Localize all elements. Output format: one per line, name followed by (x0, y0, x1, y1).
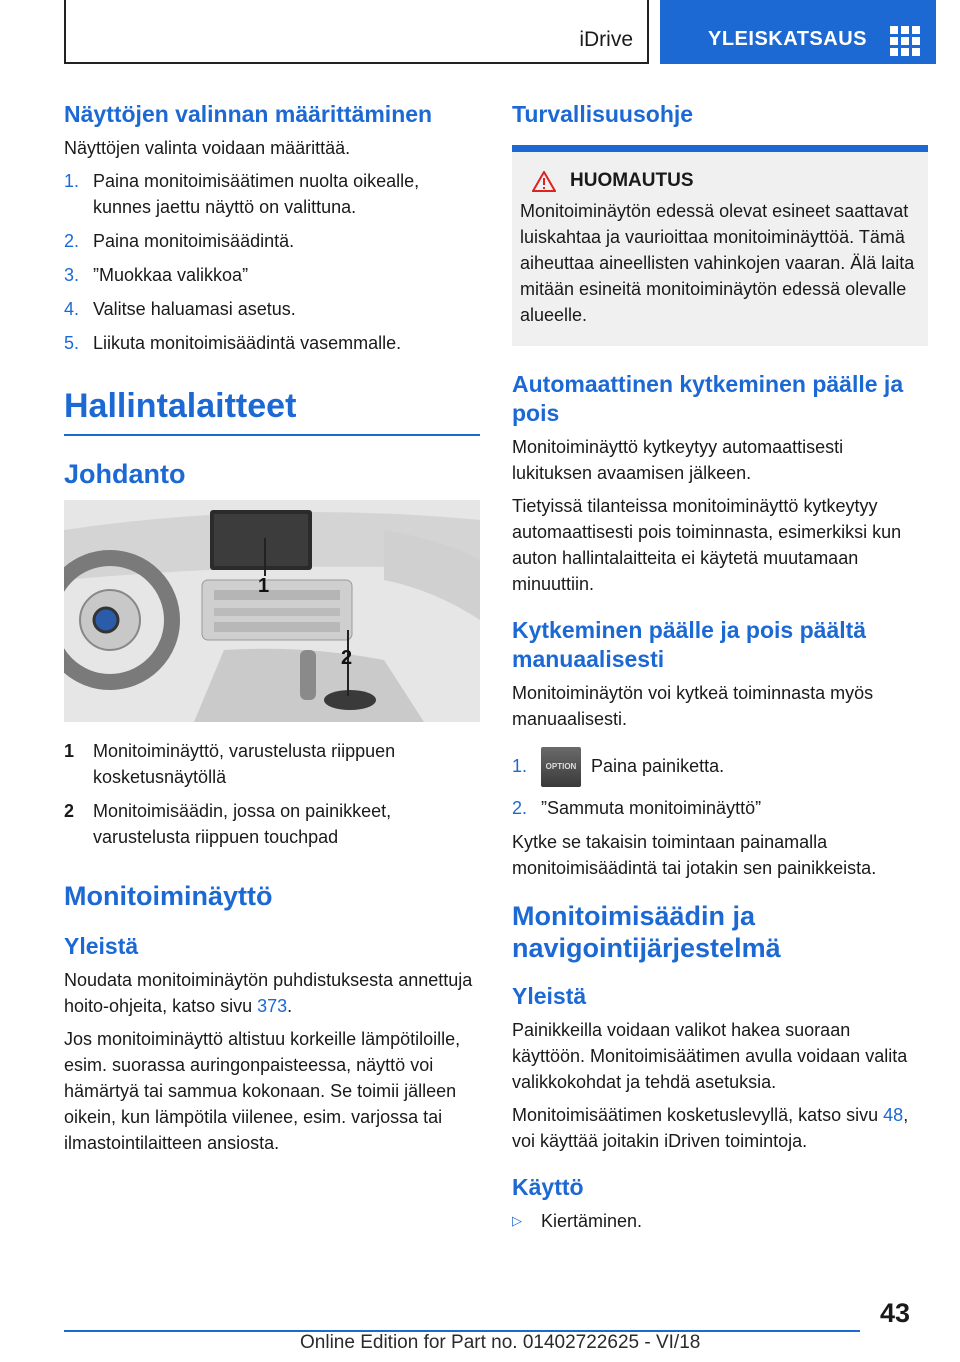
intro-heading: Johdanto (64, 459, 186, 489)
figure-legend (64, 738, 480, 850)
monitor-heading: Monitoiminäyttö (64, 881, 273, 911)
auto-heading: Automaattinen kytkeminen päälle ja pois (512, 371, 904, 426)
manual-heading: Kytkeminen päälle ja pois päältä manuaalisesti (512, 617, 867, 672)
selection-heading: Näyttöjen valinnan määrittäminen (64, 101, 433, 127)
footer-edition: Online Edition for Part no. 01402722625 - VI/18 (300, 1332, 701, 1353)
safety-heading: Turvallisuusohje (512, 101, 694, 127)
callout-1: 1 (258, 575, 270, 597)
list-item: 1. OPTION Paina painiketta. (512, 746, 928, 787)
page-link-48[interactable]: 48 (883, 1105, 904, 1126)
list-item: 2. Paina monitoimisäädintä. (64, 231, 295, 251)
right-column (512, 100, 928, 1242)
dashboard-illustration (64, 500, 480, 722)
nav-general-heading: Yleistä (512, 983, 587, 1010)
option-button-icon: OPTION (541, 747, 581, 787)
notice-title-row (520, 170, 920, 192)
triangle-bullet-icon: ▷ (512, 1213, 522, 1229)
manual-steps (512, 746, 928, 821)
use-heading: Käyttö (512, 1174, 584, 1201)
list-item: 5. Liikuta monitoimisäädintä vasemmalle. (64, 333, 402, 353)
use-list (512, 1208, 928, 1234)
dashboard-figure (64, 500, 480, 722)
notice-text: Monitoiminäytön edessä olevat esineet saattavat luiskahtaa ja vaurioittaa monitoiminäyttöä. Tämä aiheuttaa aineellisten vahinkojen vaaran. Älä laita mitään esineitä monitoiminäytön edessä olevalle alueelle. (520, 201, 915, 325)
left-column (64, 100, 480, 1163)
warning-triangle-icon (532, 171, 556, 192)
notice-box (512, 145, 928, 346)
auto-paragraph-2: Tietyissä tilanteissa monitoiminäyttö kytkeytyy automaattisesti pois toiminnasta, esimerkiksi kun auton hallintalaitteita ei käytetä muutamaan minuuttiin. (512, 496, 902, 594)
selection-steps (64, 168, 480, 356)
grid-menu-icon (890, 26, 920, 56)
header-section-box (64, 0, 649, 64)
manual-paragraph-1: Monitoiminäytön voi kytkeä toiminnasta myös manuaalisesti. (512, 683, 874, 729)
general-heading: Yleistä (64, 933, 139, 959)
controls-title: Hallintalaitteet (64, 386, 480, 436)
header-chapter-tab[interactable] (660, 0, 936, 64)
manual-paragraph-2: Kytke se takaisin toimintaan painamalla monitoimisäädintä tai jotakin sen painikkeista. (512, 832, 877, 879)
notice-title: HUOMAUTUS (570, 170, 694, 191)
list-item: 1. Paina monitoimisäätimen nuolta oikealle, kunnes jaettu näyttö on valittuna. (64, 171, 420, 217)
header-section-title: iDrive (579, 28, 633, 51)
list-item: 1 Monitoiminäyttö, varustelusta riippuen kosketusnäytöllä (64, 741, 396, 787)
nav-paragraph-1: Painikkeilla voidaan valikot hakea suoraan käyttöön. Monitoimisäätimen avulla voidaan valita valikkokohdat ja tehdä asetuksia. (512, 1020, 908, 1093)
list-item: 3. ”Muokkaa valikkoa” (64, 265, 249, 285)
nav-paragraph-2: Monitoimisäätimen kosketuslevyllä, katso sivu 48, voi käyttää joitakin iDriven toimintoja. (512, 1105, 909, 1152)
list-item: 4. Valitse haluamasi asetus. (64, 299, 296, 319)
callout-2: 2 (341, 647, 353, 669)
general-paragraph-2: Jos monitoiminäyttö altistuu korkeille lämpötiloille, esim. suorassa auringonpaisteessa, näyttö voi hämärtyä tai sammua kokonaan. Se toimii jälleen oikein, kun lämpötila viilenee, esim. varjossa tai ilmastointilaitteen ansiosta. (64, 1029, 461, 1153)
list-item: 2 Monitoimisäädin, jossa on painikkeet, varustelusta riippuen touchpad (64, 801, 392, 847)
general-paragraph-1: Noudata monitoiminäytön puhdistuksesta annettuja hoito-ohjeita, katso sivu 373. (64, 970, 473, 1016)
list-item: ▷ Kiertäminen. (512, 1208, 928, 1234)
page-link-373[interactable]: 373 (257, 996, 288, 1016)
selection-intro: Näyttöjen valinta voidaan määrittää. (64, 138, 351, 158)
nav-heading: Monitoimisäädin ja navigointijärjestelmä (512, 901, 781, 964)
header-chapter-label: YLEISKATSAUS (708, 28, 867, 50)
auto-paragraph-1: Monitoiminäyttö kytkeytyy automaattisesti lukituksen avaamisen jälkeen. (512, 437, 844, 483)
list-item: 2. ”Sammuta monitoiminäyttö” (512, 798, 762, 819)
page-number: 43 (880, 1298, 911, 1328)
